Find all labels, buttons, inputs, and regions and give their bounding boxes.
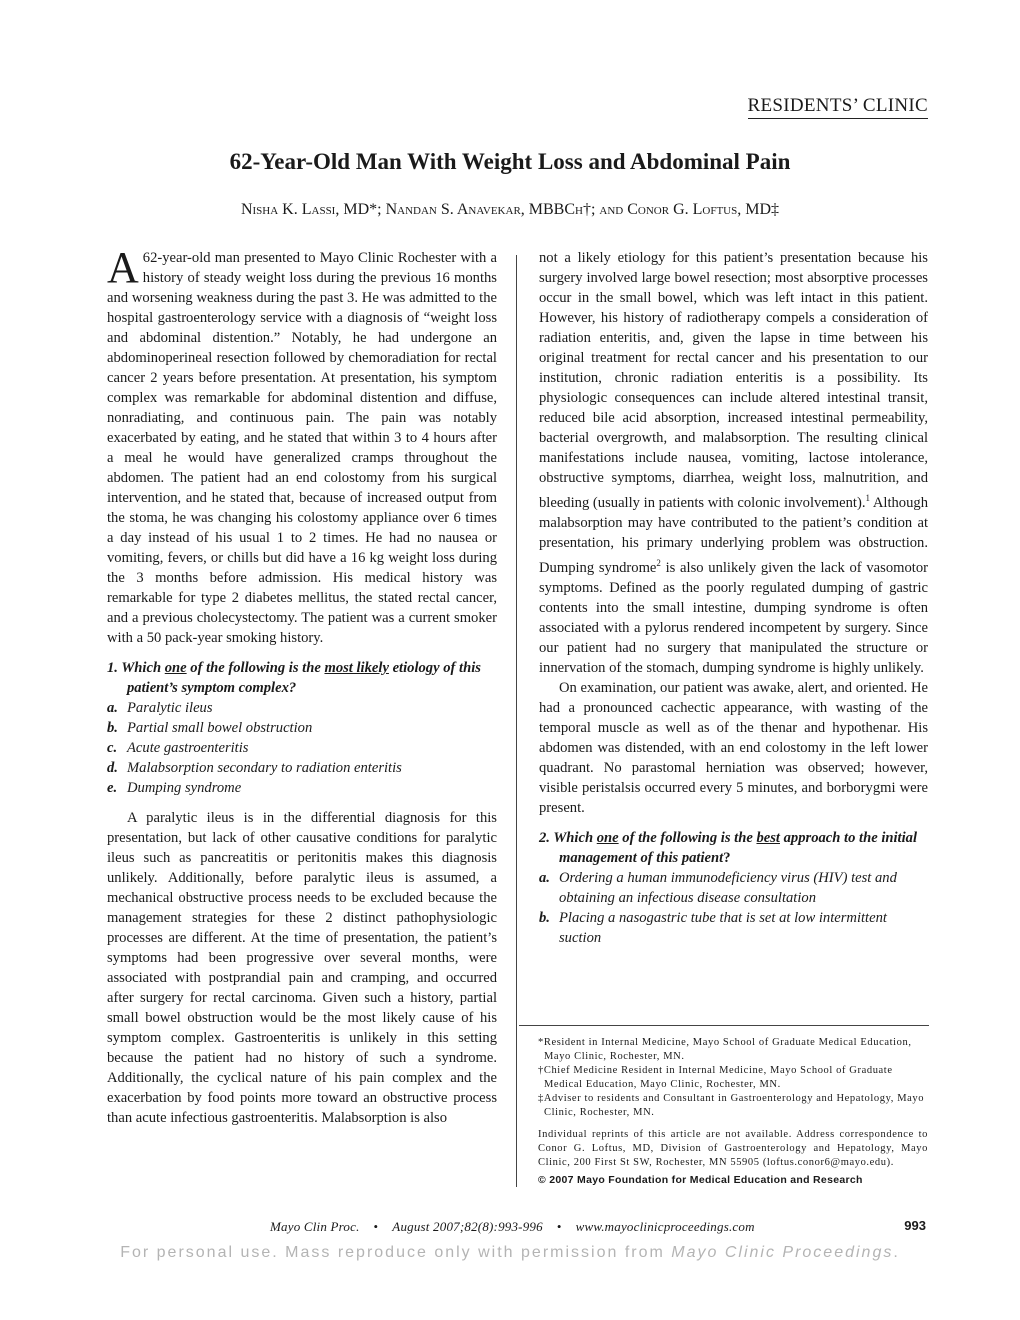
journal-website[interactable]: www.mayoclinicproceedings.com bbox=[575, 1219, 755, 1234]
question-1-stem: 1. Which one of the following is the most likely etiology of this patient’s symptom complex? bbox=[107, 660, 481, 696]
question-2-stem: 2. Which one of the following is the best approach to the initial management of this patient? bbox=[539, 829, 918, 866]
copyright-notice: © 2007 Mayo Foundation for Medical Education and Research bbox=[538, 1174, 863, 1186]
watermark-journal: Mayo Clinic Proceedings bbox=[671, 1244, 894, 1261]
footnotes bbox=[538, 1036, 928, 1170]
intro-paragraph bbox=[107, 243, 497, 648]
etiology-paragraph: not a likely etiology for this patient’s presentation because his surgery involved large bowel resection; most absorptive processes occur in the small bowel, which was left intact in this patient. However, his history of radiotherapy compels a consideration of radiation enteritis, and, given the lapse in time between his original treatment for rectal cancer and his presentation to our institution, chronic radiation enteritis is a possibility. Its physiologic consequences can include altered intestinal transit, reduced bile acid absorption, increased intestinal permeability, bacterial overgrowth, and malabsorption. The resulting clinical manifestations include nausea, vomiting, lactose intolerance, obstructive symptoms, diarrhea, weight loss, malnutrition, and bleeding (usually in patients with colonic involvement).$^1$ Although malabsorption may have contributed to the patient’s condition at presentation, his primary underlying problem was obstruction. Dumping syndrome$^2$ is also unlikely given the lack of vasomotor symptoms. Defined as the poorly regulated dumping of gastric contents into the small intestine, dumping syndrome is often associated with a pylorus rendered incompetent by surgery. Since our patient had no surgery that manipulated the structure or innervation of the stomach, dumping syndrome is highly unlikely. bbox=[539, 250, 928, 676]
question-2-option: a. Ordering a human immunodeficiency virus (HIV) test and obtaining an infectious disease consultation bbox=[539, 869, 897, 906]
page-number: 993 bbox=[904, 1218, 926, 1233]
footer-separator: • bbox=[373, 1219, 379, 1234]
intro-text: 62-year-old man presented to Mayo Clinic Rochester with a history of steady weight loss during the previous 16 months and worsening weakness during the past 3. He was admitted to the hospital gastroenterology service with a diagnosis of “weight loss and abdominal distention.” Notably, he had undergone an abdominoperineal resection followed by chemoradiation for rectal cancer 2 years before presentation. At presentation, his symptom complex was remarkable for abdominal distention and diffuse, nonradiating, and continuous pain. The pain was notably exacerbated by eating, and he stated that within 3 to 4 hours after a meal he would have generalized cramps throughout the abdomen. The patient had an end colostomy from his surgical intervention, and he stated that, because of increased output from the stoma, he was changing his colostomy appliance over 6 times a day instead of his usual 1 to 2 times. He had no nausea or vomiting, fevers, or chills but did have a 16 kg weight loss during the 3 months before admission. His medical history was remarkable for type 2 diabetes mellitus, the stated rectal cancer, and a previous cholecystectomy. The patient was a current smoker with a 50 pack-year smoking history. bbox=[107, 250, 497, 646]
question-2-option: b. Placing a nasogastric tube that is set at low intermittent suction bbox=[539, 909, 887, 946]
examination-paragraph: On examination, our patient was awake, alert, and oriented. He had a pronounced cachectic appearance, with wasting of the temporal muscle as well as of the thenar and hypothenar. His abdomen was distended, with an end colostomy in the left lower quadrant. No parastomal herniation was observed; however, visible peristalsis occurred every 5 minutes, and borborygmi were present. bbox=[539, 679, 928, 816]
citation: August 2007;82(8):993-996 bbox=[392, 1219, 543, 1234]
question-1-option: b. Partial small bowel obstruction bbox=[107, 720, 313, 736]
question-1-option: d. Malabsorption secondary to radiation enteritis bbox=[107, 760, 402, 776]
right-column bbox=[539, 248, 928, 948]
question-2 bbox=[539, 828, 928, 948]
usage-watermark: For personal use. Mass reproduce only with permission from Mayo Clinic Proceedings. bbox=[120, 1244, 900, 1261]
author-line: Nisha K. Lassi, MD*; Nandan S. Anavekar, MBBCh†; and Conor G. Loftus, MD‡ bbox=[240, 201, 780, 218]
footer-separator: • bbox=[556, 1219, 562, 1234]
drop-cap: A bbox=[107, 243, 139, 292]
emphasis-best: best bbox=[756, 829, 780, 846]
question-1-option: c. Acute gastroenteritis bbox=[107, 740, 249, 756]
page-footer bbox=[270, 1219, 755, 1235]
question-1-option: e. Dumping syndrome bbox=[107, 780, 242, 796]
question-1 bbox=[107, 658, 497, 798]
emphasis-most-likely: most likely bbox=[324, 660, 389, 676]
reprints-note: Individual reprints of this article are not available. Address correspondence to Conor G. Loftus, MD, Division of Gastroenterology and Hepatology, Mayo Clinic, 200 First St SW, Rochester, MN 55905 (loftus.conor6@mayo.edu). bbox=[538, 1129, 928, 1168]
reference-1: 1 bbox=[865, 493, 870, 503]
discussion-paragraph: A paralytic ileus is in the differential diagnosis for this presentation, but lack of other causative conditions for paralytic ileus such as pancreatitis or peritonitis makes this diagnosis unlikely. Additionally, before paralytic ileus is assumed, a mechanical obstructive process needs to be excluded because the management strategies for these 2 distinct pathophysiologic processes are different. At the time of presentation, the patient’s symptoms had been progressive over several months, were associated with postprandial pain and cramping, and occurred after surgery for rectal carcinoma. Given such a history, partial small bowel obstruction would be the most likely cause of his symptom complex. Gastroenteritis is unlikely in this setting because the patient had no history of such a syndrome. Additionally, the cyclical nature of his pain complex and the exacerbation by food points more toward an obstructive process than acute infectious gastroenteritis. Malabsorption is also bbox=[107, 810, 497, 1126]
emphasis-one: one bbox=[164, 660, 187, 676]
column-divider bbox=[516, 255, 517, 1187]
footnote-2: †Chief Medicine Resident in Internal Medicine, Mayo School of Graduate Medical Education, Mayo Clinic, Rochester, MN. bbox=[538, 1065, 893, 1090]
question-1-option: a. Paralytic ileus bbox=[107, 700, 213, 716]
article-title: 62-Year-Old Man With Weight Loss and Abdominal Pain bbox=[229, 149, 791, 174]
footnote-3: ‡Adviser to residents and Consultant in Gastroenterology and Hepatology, Mayo Clinic, Rochester, MN. bbox=[538, 1093, 925, 1118]
section-label: RESIDENTS’ CLINIC bbox=[748, 95, 929, 119]
reference-2: 2 bbox=[656, 557, 661, 568]
left-column bbox=[107, 243, 497, 1128]
footnote-1: *Resident in Internal Medicine, Mayo School of Graduate Medical Education, Mayo Clinic, Rochester, MN. bbox=[538, 1037, 912, 1062]
emphasis-one: one bbox=[596, 829, 619, 846]
journal-name: Mayo Clin Proc. bbox=[270, 1219, 360, 1234]
footnote-rule bbox=[519, 1025, 929, 1026]
